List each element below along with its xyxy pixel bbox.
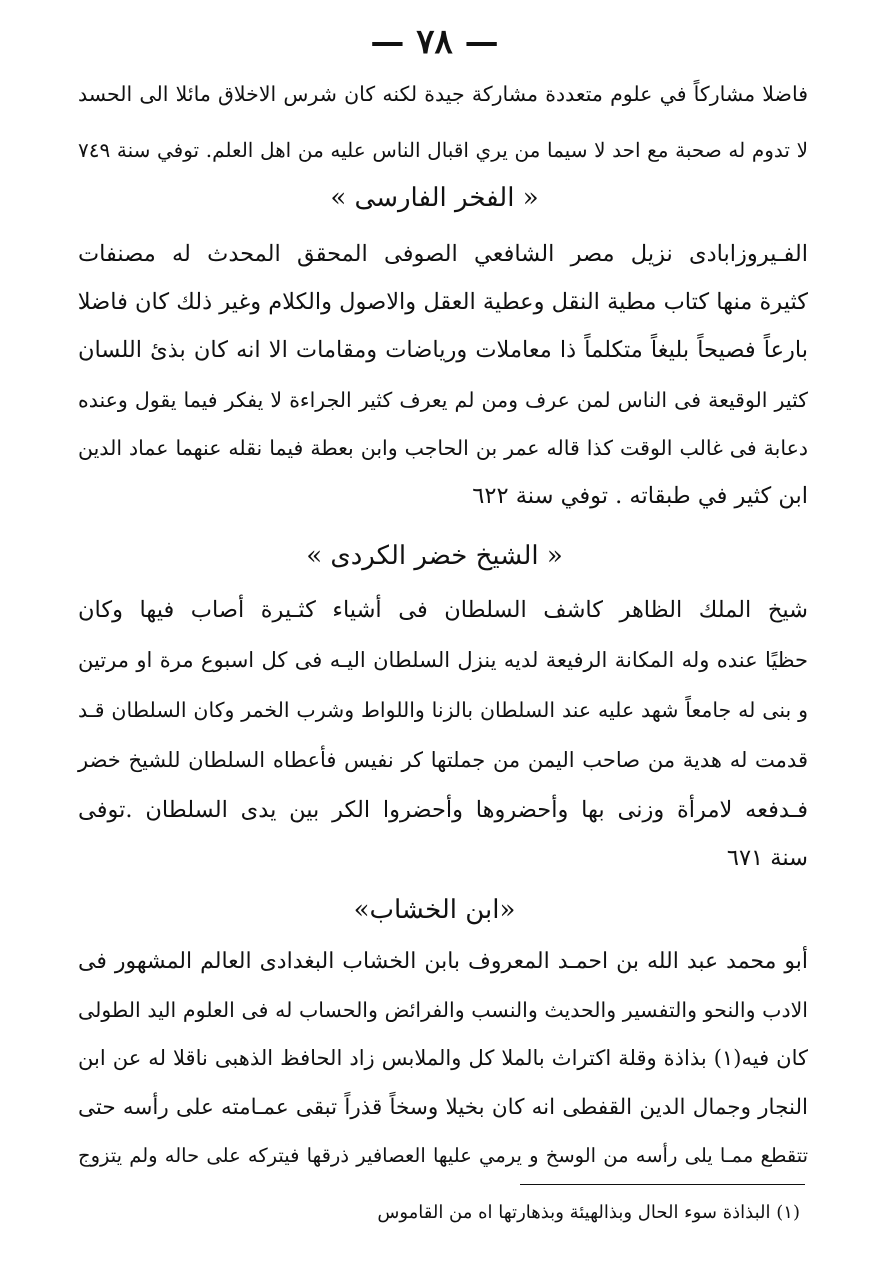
text-line: دعابة فى غالب الوقت كذا قاله عمر بن الحاجب وابن بعطة فيما نقله عنهما عماد الدين xyxy=(78,436,808,460)
text-line: حظيًا عنده وله المكانة الرفيعة لديه ينزل السلطان اليـه فى كل اسبوع مرة او مرتين xyxy=(78,648,808,672)
section-heading-ibn-khashshab: «ابن الخشاب» xyxy=(353,895,516,925)
text-line: و بنى له جامعاً شهد عليه عند السلطان بالزنا واللواط وشرب الخمر وكان السلطان قـد xyxy=(78,698,808,722)
text-line: كان فيه(١) بذاذة وقلة اكتراث بالملا كل والملابس زاد الحافظ الذهبى ناقلا له عن ابن xyxy=(78,1046,808,1070)
page-number: — ٧٨ — xyxy=(370,22,499,62)
text-line: سنة ٦٧١ xyxy=(726,845,808,871)
text-line: فاضلا مشاركاً في علوم متعددة مشاركة جيدة لكنه كان شرس الاخلاق مائلا الى الحسد xyxy=(78,82,808,106)
text-line: لا تدوم له صحبة مع احد لا سيما من يري اقبال الناس عليه من اهل العلم. توفي سنة ٧٤٩ xyxy=(78,138,808,162)
text-line: كثيرة منها كتاب مطية النقل وعطية العقل والاصول والكلام وغير ذلك كان فاضلا xyxy=(77,289,808,315)
text-line: بارعاً فصيحاً بليغاً متكلماً ذا معاملات ورياضات ومقامات الا انه كان بذئ اللسان xyxy=(78,337,808,363)
footnote: (١) البذاذة سوء الحال وبذالهيئة وبذهارتها اه من القاموس xyxy=(377,1202,800,1223)
footnote-divider xyxy=(520,1184,805,1185)
text-line: فـدفعه لامرأة وزنى بها وأحضروها وأحضروا الكر بين يدى السلطان .توفى xyxy=(78,797,808,823)
text-line: قدمت له هدية من صاحب اليمن من جملتها كر نفيس فأعطاه السلطان للشيخ خضر xyxy=(78,748,808,772)
text-line: شيخ الملك الظاهر كاشف السلطان فى أشياء كثـيرة أصاب فيها وكان xyxy=(78,597,808,623)
text-line: تتقطع ممـا يلى رأسه من الوسخ و يرمي عليها العصافير ذرقها فيتركه على حاله ولم يتزوج xyxy=(78,1144,808,1167)
text-line: أبو محمد عبد الله بن احمـد المعروف بابن الخشاب البغدادى العالم المشهور فى xyxy=(78,949,808,974)
section-heading-fakhr-farisi: « الفخر الفارسى » xyxy=(330,183,539,213)
section-heading-khidr-kurdi: « الشيخ خضر الكردى » xyxy=(306,541,563,571)
text-line: الادب والنحو والتفسير والحديث والنسب والفرائض والحساب له فى العلوم اليد الطولى xyxy=(78,998,808,1022)
text-line: ابن كثير في طبقاته . توفي سنة ٦٢٢ xyxy=(472,483,808,509)
text-line: النجار وجمال الدين القفطى انه كان بخيلا وسخاً قذراً تبقى عمـامته على رأسه حتى xyxy=(78,1095,808,1120)
text-line: الفـيروزابادى نزيل مصر الشافعي الصوفى المحقق المحدث له مصنفات xyxy=(78,241,808,267)
text-line: كثير الوقيعة فى الناس لمن عرف ومن لم يعرف كثير الجراءة لا يفكر فيما يقول وعنده xyxy=(78,388,808,412)
